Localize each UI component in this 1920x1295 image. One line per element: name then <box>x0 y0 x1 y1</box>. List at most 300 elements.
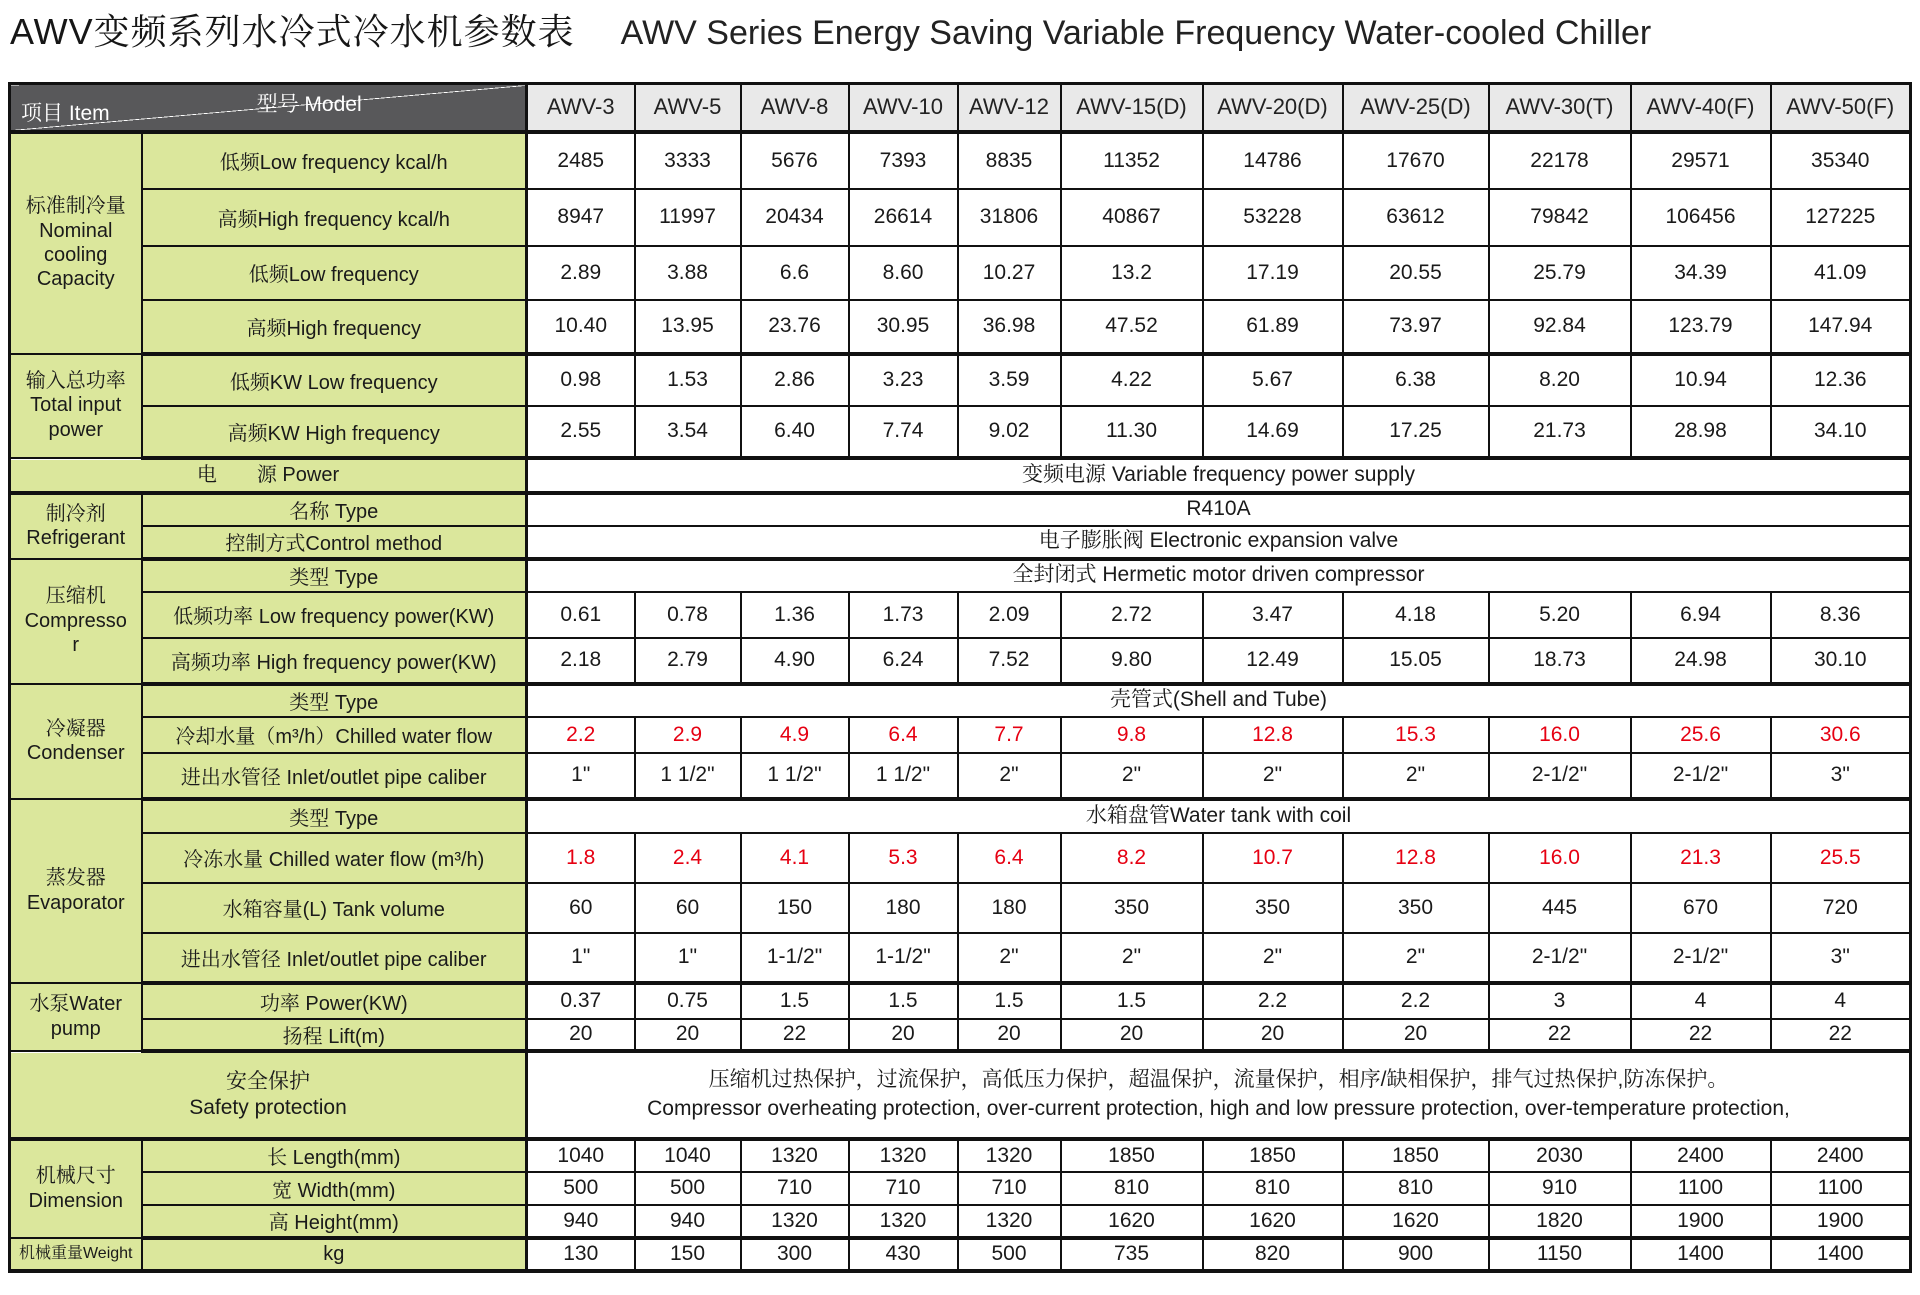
data-cell: 18.73 <box>1489 638 1631 684</box>
data-cell: 23.76 <box>741 300 849 354</box>
data-cell: 9.8 <box>1061 717 1203 753</box>
data-cell: 2" <box>958 753 1061 799</box>
data-cell: 3.23 <box>849 354 958 406</box>
data-cell: 21.3 <box>1631 833 1771 883</box>
data-cell: 2" <box>1061 933 1203 983</box>
data-cell: 2-1/2" <box>1489 933 1631 983</box>
data-cell: 22178 <box>1489 132 1631 189</box>
data-cell: 29571 <box>1631 132 1771 189</box>
row-label-refrigerant-0: 名称 Type <box>142 493 527 526</box>
data-cell: 20.55 <box>1343 246 1489 300</box>
data-cell: 20 <box>1203 1019 1343 1051</box>
group-label-line: 电 源 Power <box>196 463 340 486</box>
span-value-line: R410A <box>1186 497 1251 521</box>
data-cell: 940 <box>635 1205 741 1238</box>
spec-table <box>8 82 1912 1273</box>
data-cell: 1.53 <box>635 354 741 406</box>
data-cell: 30.95 <box>849 300 958 354</box>
data-cell: 2" <box>1203 933 1343 983</box>
group-label-weight <box>10 1238 142 1271</box>
model-header-awv-5: AWV-5 <box>635 84 741 132</box>
data-cell: 2.18 <box>527 638 635 684</box>
data-cell: 3" <box>1771 933 1911 983</box>
data-cell: 36.98 <box>958 300 1061 354</box>
data-cell: 6.40 <box>741 406 849 458</box>
data-cell: 4.18 <box>1343 592 1489 638</box>
data-cell: 1620 <box>1061 1205 1203 1238</box>
data-cell: 350 <box>1203 883 1343 933</box>
data-cell: 1900 <box>1771 1205 1911 1238</box>
data-cell: 8.60 <box>849 246 958 300</box>
span-value-refrigerant <box>527 493 1911 526</box>
data-cell: 1.5 <box>741 983 849 1019</box>
data-cell: 14786 <box>1203 132 1343 189</box>
row-label-dimension-0: 长 Length(mm) <box>142 1139 527 1172</box>
data-cell: 6.24 <box>849 638 958 684</box>
group-label-line: cooling <box>44 244 108 266</box>
data-cell: 2" <box>958 933 1061 983</box>
data-cell: 1320 <box>741 1205 849 1238</box>
group-label-compressor <box>10 559 142 684</box>
data-cell: 1.36 <box>741 592 849 638</box>
data-cell: 6.4 <box>849 717 958 753</box>
data-cell: 1040 <box>527 1139 635 1172</box>
data-cell: 25.6 <box>1631 717 1771 753</box>
group-label-water-pump <box>10 983 142 1051</box>
data-cell: 61.89 <box>1203 300 1343 354</box>
data-cell: 106456 <box>1631 189 1771 246</box>
group-label-line: pump <box>50 1017 101 1040</box>
data-cell: 710 <box>849 1172 958 1205</box>
data-cell: 20 <box>635 1019 741 1051</box>
group-label-line: 标准制冷量 <box>25 195 126 218</box>
corner-item-label: 项目 Item <box>21 101 110 125</box>
data-cell: 12.8 <box>1343 833 1489 883</box>
group-label-line: Condenser <box>26 742 125 764</box>
group-label-line: Safety protection <box>189 1095 347 1119</box>
span-value-line: 水箱盘管Water tank with coil <box>1085 803 1352 827</box>
row-label-cooling-capacity-2: 低频Low frequency <box>142 246 527 300</box>
data-cell: 180 <box>849 883 958 933</box>
model-header-awv-8: AWV-8 <box>741 84 849 132</box>
data-cell: 4.9 <box>741 717 849 753</box>
row-label-cooling-capacity-1: 高频High frequency kcal/h <box>142 189 527 246</box>
data-cell: 53228 <box>1203 189 1343 246</box>
data-cell: 4.22 <box>1061 354 1203 406</box>
data-cell: 2.4 <box>635 833 741 883</box>
span-value-power-supply <box>527 458 1911 493</box>
data-cell: 3 <box>1489 983 1631 1019</box>
data-cell: 1.73 <box>849 592 958 638</box>
group-label-condenser <box>10 684 142 799</box>
group-label-line: 安全保护 <box>226 1069 310 1093</box>
data-cell: 810 <box>1343 1172 1489 1205</box>
group-label-line: 水泵Water <box>29 993 123 1016</box>
row-label-evaporator-1: 冷冻水量 Chilled water flow (m³/h) <box>142 833 527 883</box>
data-cell: 30.10 <box>1771 638 1911 684</box>
data-cell: 445 <box>1489 883 1631 933</box>
span-value-line: 压缩机过热保护，过流保护，高低压力保护，超温保护，流量保护，相序/缺相保护，排气过热保护,防冻保护。 <box>708 1068 1729 1092</box>
data-cell: 17670 <box>1343 132 1489 189</box>
data-cell: 2" <box>1061 753 1203 799</box>
data-cell: 10.40 <box>527 300 635 354</box>
data-cell: 22 <box>1771 1019 1911 1051</box>
data-cell: 9.02 <box>958 406 1061 458</box>
data-cell: 1.5 <box>958 983 1061 1019</box>
data-cell: 24.98 <box>1631 638 1771 684</box>
data-cell: 20 <box>1343 1019 1489 1051</box>
data-cell: 1400 <box>1631 1238 1771 1271</box>
data-cell: 17.19 <box>1203 246 1343 300</box>
data-cell: 1.5 <box>1061 983 1203 1019</box>
data-cell: 0.61 <box>527 592 635 638</box>
data-cell: 710 <box>741 1172 849 1205</box>
data-cell: 8.20 <box>1489 354 1631 406</box>
span-value-condenser <box>527 684 1911 717</box>
data-cell: 11352 <box>1061 132 1203 189</box>
data-cell: 300 <box>741 1238 849 1271</box>
data-cell: 130 <box>527 1238 635 1271</box>
data-cell: 1-1/2" <box>849 933 958 983</box>
data-cell: 4 <box>1631 983 1771 1019</box>
data-cell: 0.98 <box>527 354 635 406</box>
data-cell: 710 <box>958 1172 1061 1205</box>
group-label-line: 冷凝器 <box>45 717 106 740</box>
data-cell: 1.8 <box>527 833 635 883</box>
row-label-evaporator-2: 水箱容量(L) Tank volume <box>142 883 527 933</box>
data-cell: 3.54 <box>635 406 741 458</box>
group-label-line: 蒸发器 <box>45 867 106 890</box>
row-label-dimension-1: 宽 Width(mm) <box>142 1172 527 1205</box>
group-label-line: power <box>48 418 103 441</box>
data-cell: 12.49 <box>1203 638 1343 684</box>
row-label-compressor-0: 类型 Type <box>142 559 527 592</box>
data-cell: 1 1/2" <box>849 753 958 799</box>
data-cell: 41.09 <box>1771 246 1911 300</box>
data-cell: 14.69 <box>1203 406 1343 458</box>
data-cell: 1820 <box>1489 1205 1631 1238</box>
group-label-line: 机械尺寸 <box>35 1165 116 1188</box>
data-cell: 810 <box>1203 1172 1343 1205</box>
data-cell: 500 <box>635 1172 741 1205</box>
data-cell: 180 <box>958 883 1061 933</box>
data-cell: 47.52 <box>1061 300 1203 354</box>
row-label-compressor-2: 高频功率 High frequency power(KW) <box>142 638 527 684</box>
data-cell: 6.4 <box>958 833 1061 883</box>
data-cell: 720 <box>1771 883 1911 933</box>
group-label-line: Total input <box>30 394 122 417</box>
data-cell: 26614 <box>849 189 958 246</box>
data-cell: 500 <box>958 1238 1061 1271</box>
span-value-line: 变频电源 Variable frequency power supply <box>1022 462 1415 486</box>
model-header-awv-3: AWV-3 <box>527 84 635 132</box>
data-cell: 1 1/2" <box>635 753 741 799</box>
row-label-condenser-2: 进出水管径 Inlet/outlet pipe caliber <box>142 753 527 799</box>
data-cell: 2.79 <box>635 638 741 684</box>
span-value-line: 电子膨胀阀 Electronic expansion valve <box>1038 529 1399 553</box>
group-label-safety-protection <box>10 1051 527 1139</box>
model-header-awv-12: AWV-12 <box>958 84 1061 132</box>
data-cell: 21.73 <box>1489 406 1631 458</box>
data-cell: 20 <box>1061 1019 1203 1051</box>
data-cell: 3.59 <box>958 354 1061 406</box>
data-cell: 2-1/2" <box>1631 933 1771 983</box>
data-cell: 11.30 <box>1061 406 1203 458</box>
data-cell: 900 <box>1343 1238 1489 1271</box>
data-cell: 1" <box>635 933 741 983</box>
row-label-input-power-0: 低频KW Low frequency <box>142 354 527 406</box>
data-cell: 11997 <box>635 189 741 246</box>
data-cell: 60 <box>635 883 741 933</box>
data-cell: 6.6 <box>741 246 849 300</box>
data-cell: 0.78 <box>635 592 741 638</box>
data-cell: 430 <box>849 1238 958 1271</box>
data-cell: 4 <box>1771 983 1911 1019</box>
data-cell: 2485 <box>527 132 635 189</box>
data-cell: 10.94 <box>1631 354 1771 406</box>
data-cell: 25.79 <box>1489 246 1631 300</box>
row-label-input-power-1: 高频KW High frequency <box>142 406 527 458</box>
data-cell: 820 <box>1203 1238 1343 1271</box>
data-cell: 350 <box>1061 883 1203 933</box>
data-cell: 1850 <box>1203 1139 1343 1172</box>
data-cell: 2.86 <box>741 354 849 406</box>
data-cell: 16.0 <box>1489 833 1631 883</box>
group-label-line: 制冷剂 <box>45 502 106 525</box>
data-cell: 0.37 <box>527 983 635 1019</box>
data-cell: 10.7 <box>1203 833 1343 883</box>
data-cell: 20434 <box>741 189 849 246</box>
row-label-evaporator-3: 进出水管径 Inlet/outlet pipe caliber <box>142 933 527 983</box>
data-cell: 7393 <box>849 132 958 189</box>
row-label-cooling-capacity-0: 低频Low frequency kcal/h <box>142 132 527 189</box>
data-cell: 1" <box>527 933 635 983</box>
data-cell: 12.8 <box>1203 717 1343 753</box>
group-label-line: Nominal <box>39 219 113 242</box>
group-label-line: r <box>72 634 80 657</box>
data-cell: 60 <box>527 883 635 933</box>
data-cell: 2.9 <box>635 717 741 753</box>
model-header-awv-20(d): AWV-20(D) <box>1203 84 1343 132</box>
data-cell: 150 <box>741 883 849 933</box>
data-cell: 10.27 <box>958 246 1061 300</box>
data-cell: 4.90 <box>741 638 849 684</box>
data-cell: 3.88 <box>635 246 741 300</box>
group-label-line: 压缩机 <box>45 585 106 608</box>
data-cell: 1.5 <box>849 983 958 1019</box>
row-label-condenser-0: 类型 Type <box>142 684 527 717</box>
data-cell: 1320 <box>849 1205 958 1238</box>
data-cell: 2.2 <box>1203 983 1343 1019</box>
data-cell: 2-1/2" <box>1489 753 1631 799</box>
data-cell: 910 <box>1489 1172 1631 1205</box>
data-cell: 2" <box>1343 933 1489 983</box>
data-cell: 1100 <box>1771 1172 1911 1205</box>
data-cell: 8.36 <box>1771 592 1911 638</box>
data-cell: 3.47 <box>1203 592 1343 638</box>
data-cell: 34.39 <box>1631 246 1771 300</box>
data-cell: 1900 <box>1631 1205 1771 1238</box>
data-cell: 79842 <box>1489 189 1631 246</box>
group-label-line: Dimension <box>28 1189 123 1212</box>
data-cell: 2.2 <box>1343 983 1489 1019</box>
group-label-evaporator <box>10 799 142 983</box>
model-header-awv-40(f): AWV-40(F) <box>1631 84 1771 132</box>
data-cell: 1 1/2" <box>741 753 849 799</box>
data-cell: 20 <box>958 1019 1061 1051</box>
span-value-evaporator <box>527 799 1911 833</box>
data-cell: 1320 <box>741 1139 849 1172</box>
data-cell: 6.94 <box>1631 592 1771 638</box>
row-label-cooling-capacity-3: 高频High frequency <box>142 300 527 354</box>
data-cell: 15.05 <box>1343 638 1489 684</box>
data-cell: 2030 <box>1489 1139 1631 1172</box>
model-header-awv-10: AWV-10 <box>849 84 958 132</box>
row-label-water-pump-0: 功率 Power(KW) <box>142 983 527 1019</box>
page-title-en: AWV Series Energy Saving Variable Frequency Water-cooled Chiller <box>620 14 1652 52</box>
data-cell: 5.3 <box>849 833 958 883</box>
data-cell: 22 <box>1631 1019 1771 1051</box>
group-label-refrigerant <box>10 493 142 559</box>
data-cell: 12.36 <box>1771 354 1911 406</box>
row-label-weight-0: kg <box>142 1238 527 1271</box>
data-cell: 2400 <box>1631 1139 1771 1172</box>
model-header-awv-25(d): AWV-25(D) <box>1343 84 1489 132</box>
row-label-evaporator-0: 类型 Type <box>142 799 527 833</box>
data-cell: 1620 <box>1343 1205 1489 1238</box>
group-label-line: Capacity <box>36 268 115 291</box>
data-cell: 22 <box>741 1019 849 1051</box>
data-cell: 127225 <box>1771 189 1911 246</box>
data-cell: 810 <box>1061 1172 1203 1205</box>
span-value-line: 全封闭式 Hermetic motor driven compressor <box>1012 563 1425 587</box>
data-cell: 35340 <box>1771 132 1911 189</box>
data-cell: 92.84 <box>1489 300 1631 354</box>
data-cell: 1" <box>527 753 635 799</box>
span-value-compressor <box>527 559 1911 592</box>
data-cell: 1-1/2" <box>741 933 849 983</box>
data-cell: 2" <box>1203 753 1343 799</box>
data-cell: 40867 <box>1061 189 1203 246</box>
group-label-line: 输入总功率 <box>25 369 126 392</box>
data-cell: 1040 <box>635 1139 741 1172</box>
data-cell: 3" <box>1771 753 1911 799</box>
data-cell: 2" <box>1343 753 1489 799</box>
data-cell: 3333 <box>635 132 741 189</box>
span-value-refrigerant <box>527 526 1911 559</box>
data-cell: 2.2 <box>527 717 635 753</box>
data-cell: 7.52 <box>958 638 1061 684</box>
data-cell: 6.38 <box>1343 354 1489 406</box>
page-title-zh: AWV变频系列水冷式冷水机参数表 <box>10 11 575 52</box>
data-cell: 13.2 <box>1061 246 1203 300</box>
data-cell: 63612 <box>1343 189 1489 246</box>
data-cell: 1100 <box>1631 1172 1771 1205</box>
data-cell: 7.74 <box>849 406 958 458</box>
data-cell: 670 <box>1631 883 1771 933</box>
data-cell: 1620 <box>1203 1205 1343 1238</box>
data-cell: 9.80 <box>1061 638 1203 684</box>
data-cell: 1320 <box>958 1205 1061 1238</box>
data-cell: 16.0 <box>1489 717 1631 753</box>
data-cell: 17.25 <box>1343 406 1489 458</box>
data-cell: 8947 <box>527 189 635 246</box>
data-cell: 31806 <box>958 189 1061 246</box>
data-cell: 5676 <box>741 132 849 189</box>
data-cell: 2.09 <box>958 592 1061 638</box>
model-header-awv-30(t): AWV-30(T) <box>1489 84 1631 132</box>
span-value-line: Compressor overheating protection, over-current protection, high and low pressure protection, over-temperature protection, <box>647 1096 1790 1120</box>
data-cell: 15.3 <box>1343 717 1489 753</box>
group-label-dimension <box>10 1139 142 1238</box>
data-cell: 5.67 <box>1203 354 1343 406</box>
data-cell: 940 <box>527 1205 635 1238</box>
row-label-refrigerant-1: 控制方式Control method <box>142 526 527 559</box>
group-label-line: Compresso <box>24 609 127 632</box>
span-value-safety-protection <box>527 1051 1911 1139</box>
data-cell: 1400 <box>1771 1238 1911 1271</box>
model-header-awv-15(d): AWV-15(D) <box>1061 84 1203 132</box>
row-label-condenser-1: 冷却水量（m³/h）Chilled water flow <box>142 717 527 753</box>
data-cell: 2-1/2" <box>1631 753 1771 799</box>
corner-model-label: 型号 Model <box>256 93 362 116</box>
page-title <box>0 0 1920 56</box>
data-cell: 25.5 <box>1771 833 1911 883</box>
data-cell: 147.94 <box>1771 300 1911 354</box>
data-cell: 1320 <box>958 1139 1061 1172</box>
data-cell: 13.95 <box>635 300 741 354</box>
group-label-cooling-capacity <box>10 132 142 354</box>
span-value-line: 壳管式(Shell and Tube) <box>1109 688 1328 712</box>
data-cell: 20 <box>849 1019 958 1051</box>
data-cell: 2.72 <box>1061 592 1203 638</box>
data-cell: 5.20 <box>1489 592 1631 638</box>
data-cell: 20 <box>527 1019 635 1051</box>
data-cell: 2.55 <box>527 406 635 458</box>
group-label-line: Refrigerant <box>26 527 126 549</box>
data-cell: 28.98 <box>1631 406 1771 458</box>
data-cell: 4.1 <box>741 833 849 883</box>
group-label-input-power <box>10 354 142 458</box>
data-cell: 0.75 <box>635 983 741 1019</box>
data-cell: 2400 <box>1771 1139 1911 1172</box>
row-label-dimension-2: 高 Height(mm) <box>142 1205 527 1238</box>
data-cell: 2.89 <box>527 246 635 300</box>
model-header-awv-50(f): AWV-50(F) <box>1771 84 1911 132</box>
data-cell: 7.7 <box>958 717 1061 753</box>
data-cell: 8835 <box>958 132 1061 189</box>
data-cell: 73.97 <box>1343 300 1489 354</box>
data-cell: 1850 <box>1061 1139 1203 1172</box>
data-cell: 735 <box>1061 1238 1203 1271</box>
data-cell: 1850 <box>1343 1139 1489 1172</box>
group-label-power-supply <box>10 458 527 493</box>
data-cell: 150 <box>635 1238 741 1271</box>
data-cell: 123.79 <box>1631 300 1771 354</box>
group-label-line: Evaporator <box>26 891 125 914</box>
table-corner-cell <box>10 84 527 132</box>
data-cell: 22 <box>1489 1019 1631 1051</box>
data-cell: 8.2 <box>1061 833 1203 883</box>
data-cell: 1150 <box>1489 1238 1631 1271</box>
data-cell: 1320 <box>849 1139 958 1172</box>
group-label-line: 机械重量Weight <box>18 1244 133 1262</box>
data-cell: 30.6 <box>1771 717 1911 753</box>
data-cell: 34.10 <box>1771 406 1911 458</box>
data-cell: 500 <box>527 1172 635 1205</box>
row-label-compressor-1: 低频功率 Low frequency power(KW) <box>142 592 527 638</box>
data-cell: 350 <box>1343 883 1489 933</box>
